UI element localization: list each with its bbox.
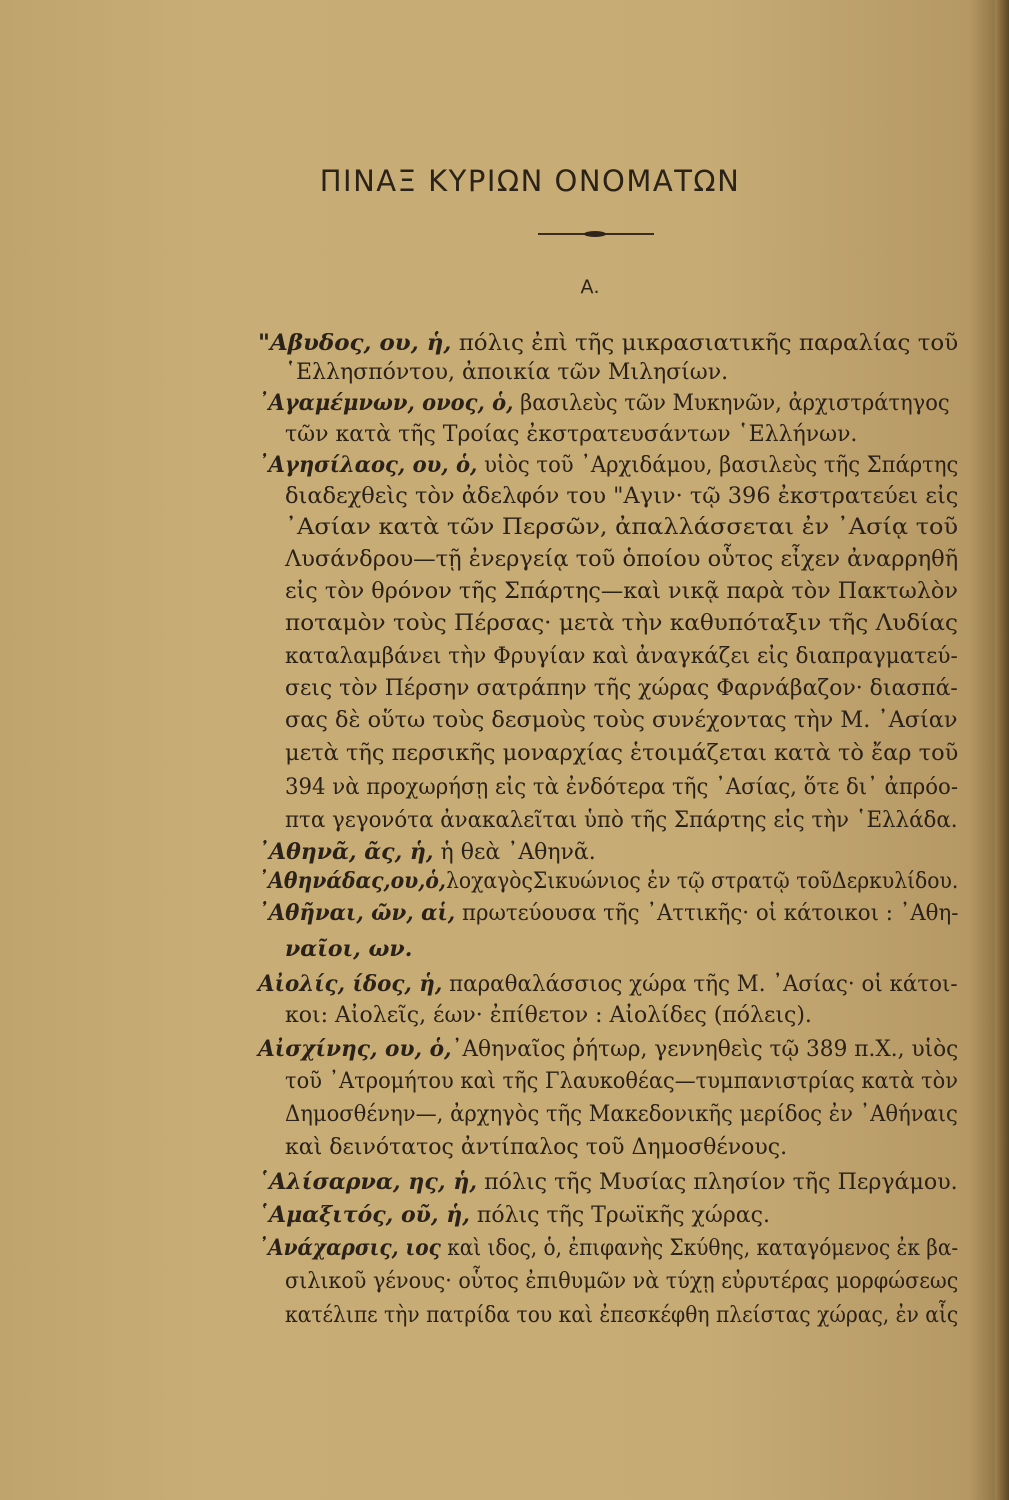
- index-line: [285, 420, 857, 450]
- entry-text: πόλις τῆς Τρωϊκῆς χώρας.: [469, 1203, 770, 1228]
- entry-text: ᾿Ασίαν κατὰ τῶν Περσῶν, ἀπαλλάσσεται ἐν ᾿Ασίᾳ τοῦ: [285, 515, 959, 540]
- index-line: [258, 898, 958, 929]
- entry-text: καὶ ιδος, ὁ, ἐπιφανὴς Σκύθης, καταγόμενος ἐκ βα-: [440, 1236, 959, 1261]
- index-line: [285, 773, 958, 803]
- index-line: [285, 577, 958, 607]
- index-line: [258, 388, 950, 419]
- entry-text: 394 νὰ προχωρήσῃ εἰς τὰ ἐνδότερα τῆς ᾿Ασίας, ὅτε δι᾿ ἀπρόο-: [285, 775, 959, 800]
- entry-text: κοι: Αἰολεῖς, έων· ἐπίθετον : Αἰολίδες (πόλεις).: [285, 1003, 812, 1028]
- index-line: [285, 1301, 958, 1331]
- index-line: [285, 674, 958, 704]
- section-letter: Α.: [580, 276, 600, 298]
- index-line: [258, 1167, 958, 1198]
- entry-lemma: ᾿Ανάχαρσις, ιος: [258, 1235, 441, 1261]
- entry-text: τῶν κατὰ τῆς Τροίας ἐκστρατευσάντων ῾Ελλήνων.: [285, 422, 858, 447]
- entry-text: υἱὸς τοῦ ᾿Αρχιδάμου, βασιλεὺς τῆς Σπάρτης: [477, 453, 959, 478]
- entry-text: πτα γεγονότα ἀνακαλεῖται ὑπὸ τῆς Σπάρτης εἰς τὴν ῾Ελλάδα.: [285, 808, 958, 833]
- entry-text: Λυσάνδρου—τῇ ἐνεργείᾳ τοῦ ὁποίου οὗτος εἶχεν ἀναρρηθῆ: [285, 547, 959, 572]
- entry-text: εἰς τὸν θρόνον τῆς Σπάρτης—καὶ νικᾷ παρὰ τὸν Πακτωλὸν: [285, 579, 958, 604]
- index-line: [285, 545, 958, 575]
- entry-text: πόλις ἐπὶ τῆς μικρασιατικῆς παραλίας τοῦ: [451, 331, 959, 356]
- entry-lemma: ᾿Αγαμέμνων, ονος, ὁ,: [258, 390, 514, 416]
- index-line: [258, 328, 958, 359]
- index-line: [285, 609, 958, 639]
- index-title: ΠΙΝΑΞ ΚΥΡΙΩΝ ΟΝΟΜΑΤΩΝ: [319, 164, 741, 198]
- entry-text: τοῦ ᾿Ατρομήτου καὶ τῆς Γλαυκοθέας—τυμπανιστρίας κατὰ τὸν: [285, 1069, 958, 1094]
- entry-text: σας δὲ οὕτω τοὺς δεσμοὺς τοὺς συνέχοντας τὴν Μ. ᾿Ασίαν: [285, 708, 958, 733]
- entry-lemma: ναῖοι, ων.: [285, 936, 413, 962]
- index-line: [258, 450, 958, 481]
- entry-text: ῾Ελλησπόντου, ἀποικία τῶν Μιλησίων.: [285, 360, 729, 385]
- index-line: [258, 837, 596, 868]
- entry-text: Δημοσθένην—, ἀρχηγὸς τῆς Μακεδονικῆς μερίδος ἐν ᾿Αθήναις: [285, 1102, 958, 1127]
- index-line: [285, 706, 957, 736]
- entry-lemma: Αἰσχίνης, ου, ὁ,: [258, 1036, 452, 1062]
- index-line: [285, 482, 958, 512]
- entry-text: σιλικοῦ γένους· οὗτος ἐπιθυμῶν νὰ τύχῃ εὐρυτέρας μορφώσεως: [285, 1269, 959, 1294]
- entry-lemma: ῾Αλίσαρνα, ης, ἡ,: [258, 1169, 478, 1195]
- entry-text: λοχαγὸςΣικυώνιος ἐν τῷ στρατῷ τοῦΔερκυλίδου.: [445, 869, 959, 894]
- index-line: [285, 642, 958, 672]
- page-edge: [995, 0, 1009, 1500]
- entry-lemma: ᾿Αθῆναι, ῶν, αἱ,: [258, 900, 456, 926]
- entry-text: βασιλεὺς τῶν Μυκηνῶν, ἀρχιστράτηγος: [513, 391, 950, 416]
- entry-text: ἡ θεὰ ᾿Αθηνᾶ.: [433, 840, 596, 865]
- entry-text: πρωτεύουσα τῆς ᾿Αττικῆς· οἱ κάτοικοι : ᾿Αθη-: [455, 901, 959, 926]
- index-line: [258, 866, 958, 897]
- index-line: [285, 1001, 812, 1031]
- entry-text: πόλις τῆς Μυσίας πλησίον τῆς Περγάμου.: [477, 1170, 958, 1195]
- entry-text: μετὰ τῆς περσικῆς μοναρχίας ἑτοιμάζεται κατὰ τὸ ἔαρ τοῦ: [285, 741, 959, 766]
- entry-text: παραθαλάσσιος χώρα τῆς Μ. ᾿Ασίας· οἱ κάτοι-: [442, 972, 958, 997]
- index-line: [285, 1267, 958, 1297]
- index-line: [285, 1067, 958, 1097]
- index-line: [258, 969, 958, 1000]
- index-line: [258, 1233, 958, 1264]
- index-line: [285, 513, 958, 543]
- entry-text: ποταμὸν τοὺς Πέρσας· μετὰ τὴν καθυπόταξιν τῆς Λυδίας: [285, 611, 958, 636]
- entry-text: σεις τὸν Πέρσην σατράπην τῆς χώρας Φαρνάβαζον· διασπά-: [285, 676, 958, 701]
- entry-text: διαδεχθεὶς τὸν ἀδελφόν του "Αγιν· τῷ 396 ἐκστρατεύει εἰς: [285, 484, 959, 509]
- entry-lemma: Αἰολίς, ίδος, ἡ,: [258, 971, 443, 997]
- entry-lemma: ῾Αμαξιτός, οῦ, ἡ,: [258, 1202, 470, 1228]
- entry-lemma: ᾿Αθηνάδας,ου,ὁ,: [258, 868, 446, 894]
- index-line: [285, 739, 958, 769]
- index-line: [285, 358, 728, 388]
- entry-text: καὶ δεινότατος ἀντίπαλος τοῦ Δημοσθένους.: [285, 1135, 788, 1160]
- entry-text: ᾿Αθηναῖος ῥήτωρ, γεννηθεὶς τῷ 389 π.Χ., υἱὸς: [451, 1037, 959, 1062]
- entry-text: καταλαμβάνει τὴν Φρυγίαν καὶ ἀναγκάζει εἰς διαπραγματεύ-: [285, 644, 958, 669]
- index-line: [285, 806, 958, 836]
- index-line: [258, 1034, 958, 1065]
- index-line: [285, 1100, 958, 1130]
- index-line: [258, 1200, 770, 1231]
- entry-lemma: "Αβυδος, ου, ἡ,: [258, 330, 452, 356]
- entry-lemma: ᾿Αθηνᾶ, ᾶς, ἡ,: [258, 839, 434, 865]
- entry-lemma: ᾿Αγησίλαος, ου, ὁ,: [258, 452, 478, 478]
- entry-text: κατέλιπε τὴν πατρίδα του καὶ ἐπεσκέφθη πλείστας χώρας, ἐν αἷς: [285, 1303, 959, 1328]
- title-ornament: [538, 233, 654, 235]
- index-line: [285, 1133, 787, 1163]
- index-line: [285, 934, 412, 965]
